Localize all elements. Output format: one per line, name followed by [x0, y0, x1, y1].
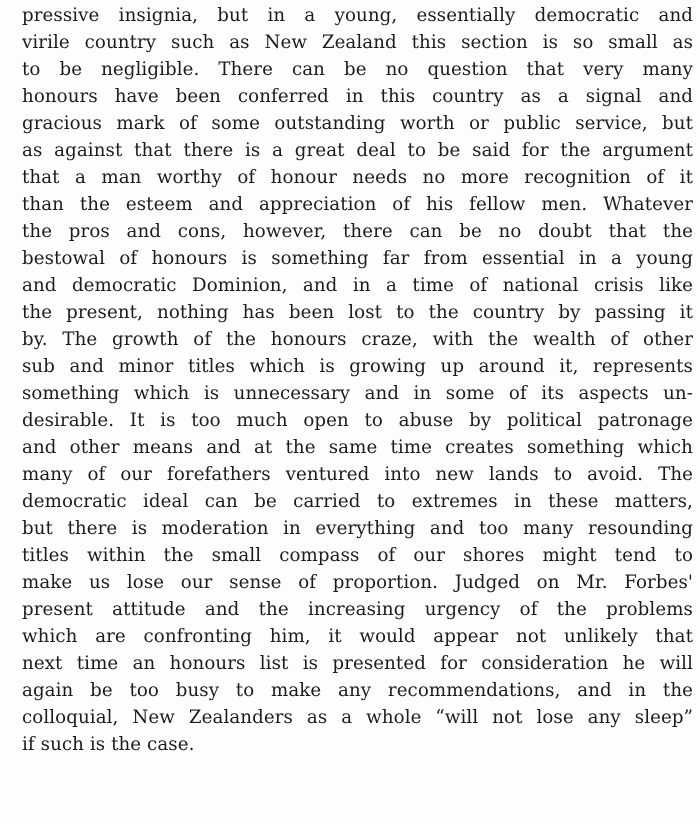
text-line: and other means and at the same time creates something which: [22, 437, 693, 458]
text-line: make us lose our sense of proportion. Judged on Mr. Forbes': [22, 572, 693, 593]
text-line: to be negligible. There can be no question that very many: [22, 59, 693, 80]
text-line: gracious mark of some outstanding worth or public service, but: [22, 113, 693, 134]
text-line: which are confronting him, it would appear not unlikely that: [22, 626, 693, 647]
text-line: sub and minor titles which is growing up around it, represents: [22, 356, 693, 377]
text-line: by. The growth of the honours craze, with the wealth of other: [22, 329, 693, 350]
text-line: present attitude and the increasing urgency of the problems: [22, 599, 693, 620]
text-line: that a man worthy of honour needs no more recognition of it: [22, 167, 693, 188]
text-line: something which is unnecessary and in some of its aspects un-: [22, 383, 693, 404]
text-line: virile country such as New Zealand this section is so small as: [22, 32, 693, 53]
text-line: and democratic Dominion, and in a time of national crisis like: [22, 275, 693, 296]
text-line: colloquial, New Zealanders as a whole “will not lose any sleep”: [22, 707, 693, 728]
text-line: desirable. It is too much open to abuse by political patronage: [22, 410, 693, 431]
text-line: as against that there is a great deal to be said for the argument: [22, 140, 693, 161]
text-line: many of our forefathers ventured into new lands to avoid. The: [22, 464, 693, 485]
text-line: bestowal of honours is something far from essential in a young: [22, 248, 693, 269]
text-line: again be too busy to make any recommendations, and in the: [22, 680, 693, 701]
text-line: titles within the small compass of our shores might tend to: [22, 545, 693, 566]
text-line: honours have been conferred in this country as a signal and: [22, 86, 693, 107]
body-paragraph: [22, 2, 693, 758]
text-line: next time an honours list is presented for consideration he will: [22, 653, 693, 674]
text-line: but there is moderation in everything and too many resounding: [22, 518, 693, 539]
text-line: the pros and cons, however, there can be no doubt that the: [22, 221, 693, 242]
text-line: the present, nothing has been lost to the country by passing it: [22, 302, 693, 323]
text-line: pressive insignia, but in a young, essentially democratic and: [22, 5, 693, 26]
text-line: than the esteem and appreciation of his fellow men. Whatever: [22, 194, 693, 215]
text-line: democratic ideal can be carried to extremes in these matters,: [22, 491, 693, 512]
text-line: if such is the case.: [22, 734, 195, 755]
